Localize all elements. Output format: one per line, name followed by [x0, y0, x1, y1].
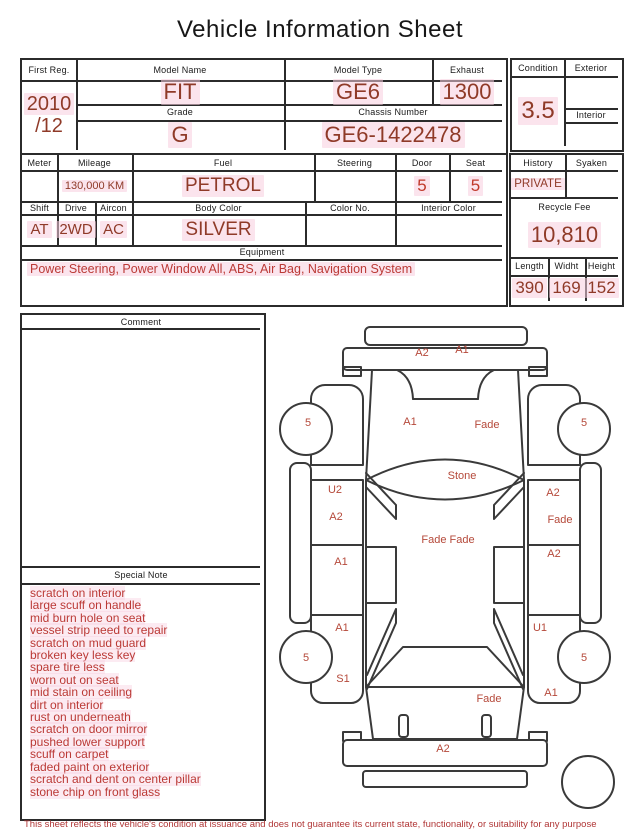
rear-lower-bar [363, 771, 527, 787]
meter-value [22, 170, 57, 201]
note-item: scratch on interior [30, 586, 126, 600]
damage-label-right-panel-3: A2 [547, 548, 561, 560]
recycle-fee-label: Recycle Fee [538, 202, 591, 212]
damage-label-wheel-rr: 5 [580, 652, 588, 664]
seat-label: Seat [465, 157, 486, 168]
exhaust-value: 1300 [432, 80, 502, 104]
note-item: scratch on mud guard [30, 635, 147, 650]
damage-label-hood-right: Fade [474, 419, 500, 431]
equipment-label: Equipment [239, 247, 285, 257]
seat-value: 5 [449, 170, 502, 201]
condition-label: Condition [518, 63, 558, 73]
color-no-label: Color No. [330, 202, 370, 213]
damage-label-left-panel-1: U2 [327, 484, 343, 496]
chassis-number-value: GE6-1422478 [284, 120, 502, 150]
a-pillar-left [366, 473, 396, 519]
car-body-outline [366, 370, 524, 739]
divider [22, 583, 260, 585]
rear-window-outline [366, 647, 524, 687]
damage-label-right-panel-5: A1 [544, 687, 558, 699]
model-name-value: FIT [76, 80, 284, 104]
sill-left [290, 463, 311, 623]
divider [22, 259, 502, 261]
grade-label: Grade [166, 107, 193, 117]
interior-label: Interior [576, 110, 606, 120]
damage-label-left-panel-3: A1 [334, 556, 348, 568]
damage-label-hood-left: A1 [403, 416, 417, 428]
c-pillar-right [494, 609, 523, 689]
damage-label-right-panel-1: A2 [546, 487, 560, 499]
front-bumper-corner-right [529, 367, 547, 376]
chassis-number-label: Chassis Number [358, 107, 428, 117]
sill-right [580, 463, 601, 623]
special-note-label: Special Note [114, 569, 168, 580]
note-item: spare tire less [30, 660, 105, 675]
note-item: large scuff on handle [30, 598, 142, 613]
exhaust-label: Exhaust [450, 65, 484, 75]
damage-label-left-panel-4: A1 [335, 622, 349, 634]
damage-label-wheel-fl: 5 [304, 417, 312, 429]
meter-label: Meter [27, 157, 52, 168]
mileage-label: Mileage [78, 157, 111, 168]
damage-label-right-panel-4: U1 [532, 622, 548, 634]
side-window-left [366, 547, 396, 603]
model-type-value: GE6 [284, 80, 432, 104]
front-bumper-outline [343, 348, 547, 370]
damage-label-front-bumper-left: A2 [415, 347, 429, 359]
damage-label-windshield: Stone [447, 470, 477, 482]
model-type-label: Model Type [333, 65, 383, 75]
aircon-label: Aircon [100, 202, 127, 213]
hood-arch-left [397, 370, 413, 399]
damage-label-rear-window: Fade [476, 693, 502, 705]
wheel-front-left [280, 403, 332, 455]
special-note-list [30, 587, 256, 798]
page-title: Vehicle Information Sheet [176, 16, 463, 43]
note-item: stone chip on front glass [30, 784, 161, 799]
recycle-fee-value: 10,810 [511, 213, 618, 257]
height-value: 152 [585, 275, 618, 301]
note-item: scratch and dent on center pillar [30, 772, 201, 787]
note-item: vessel strip need to repair [30, 623, 168, 638]
c-pillar-left [367, 609, 396, 689]
note-item: mid burn hole on seat [30, 610, 146, 625]
comment-note-box [20, 313, 266, 821]
comment-label: Comment [120, 316, 162, 327]
damage-label-left-panel-2: A2 [329, 511, 343, 523]
width-label: Widht [554, 261, 579, 271]
syaken-label: Syaken [575, 157, 608, 168]
shift-label: Shift [29, 202, 49, 213]
history-box [509, 153, 624, 307]
syaken-value [565, 170, 618, 197]
interior-color-label: Interior Color [421, 202, 476, 213]
width-value: 169 [548, 275, 585, 301]
damage-label-wheel-fr: 5 [580, 417, 588, 429]
damage-label-left-panel-5: S1 [336, 673, 350, 685]
spare-tire [562, 756, 614, 808]
model-name-label: Model Name [153, 65, 207, 75]
damage-label-wheel-rl: 5 [302, 652, 310, 664]
roof-spoiler-outline [365, 327, 527, 345]
height-label: Height [587, 261, 616, 271]
steering-value [314, 170, 395, 201]
interior-color-value [395, 214, 502, 245]
condition-box [510, 58, 624, 152]
shift-value: AT [22, 214, 57, 245]
disclaimer-text: This sheet reflects the vehicle's condition at issuance and does not guarantee its current state, functionality, or suitability for any purpose [24, 819, 597, 830]
note-item: pushed lower support [30, 734, 145, 749]
note-item: dirt on interior [30, 697, 104, 712]
wheel-front-right [558, 403, 610, 455]
interior-value [564, 122, 618, 146]
fuel-label: Fuel [213, 157, 233, 168]
tail-light-left [399, 715, 408, 737]
equipment-value: Power Steering, Power Window All, ABS, Air Bag, Navigation System [27, 262, 497, 276]
damage-label-front-bumper-right: A1 [455, 344, 469, 356]
front-bumper-corner-left [343, 367, 361, 376]
damage-label-roof: Fade Fade [421, 534, 475, 546]
note-item: scuff on carpet [30, 747, 109, 762]
damage-label-rear-bumper: A2 [436, 743, 450, 755]
color-no-value [305, 214, 395, 245]
first-reg-value [22, 80, 76, 150]
note-item: rust on underneath [30, 710, 131, 725]
door-value: 5 [395, 170, 449, 201]
body-color-value: SILVER [132, 214, 305, 245]
note-item: worn out on seat [30, 672, 119, 687]
steering-label: Steering [336, 157, 373, 168]
car-damage-diagram [278, 315, 640, 835]
body-color-label: Body Color [195, 202, 242, 213]
drive-label: Drive [64, 202, 87, 213]
windshield-outline [366, 460, 524, 500]
note-item: scratch on door mirror [30, 722, 148, 737]
length-label: Length [515, 261, 544, 271]
grade-value: G [76, 120, 284, 150]
condition-value: 3.5 [512, 76, 564, 146]
identity-table [20, 58, 508, 156]
history-label: History [523, 157, 553, 168]
damage-label-right-panel-2: Fade [547, 514, 573, 526]
door-label: Door [411, 157, 433, 168]
first-reg-month: /12 [35, 115, 63, 137]
exterior-value [564, 76, 618, 108]
exterior-label: Exterior [574, 63, 608, 73]
first-reg-year: 2010 [24, 93, 75, 115]
note-item: mid stain on ceiling [30, 685, 133, 700]
history-value: PRIVATE [511, 170, 565, 197]
drive-value: 2WD [57, 214, 95, 245]
note-item: broken key less key [30, 648, 136, 663]
fuel-value: PETROL [132, 170, 314, 201]
a-pillar-right [494, 473, 524, 519]
side-window-right [494, 547, 524, 603]
note-item: faded paint on exterior [30, 759, 150, 774]
tail-light-right [482, 715, 491, 737]
aircon-value: AC [95, 214, 132, 245]
length-value: 390 [511, 275, 548, 301]
comment-value [22, 328, 260, 566]
first-reg-label: First Reg. [28, 65, 70, 75]
spec-table [20, 153, 508, 307]
hood-arch-right [478, 370, 494, 399]
mileage-value: 130,000 KM [57, 170, 132, 201]
